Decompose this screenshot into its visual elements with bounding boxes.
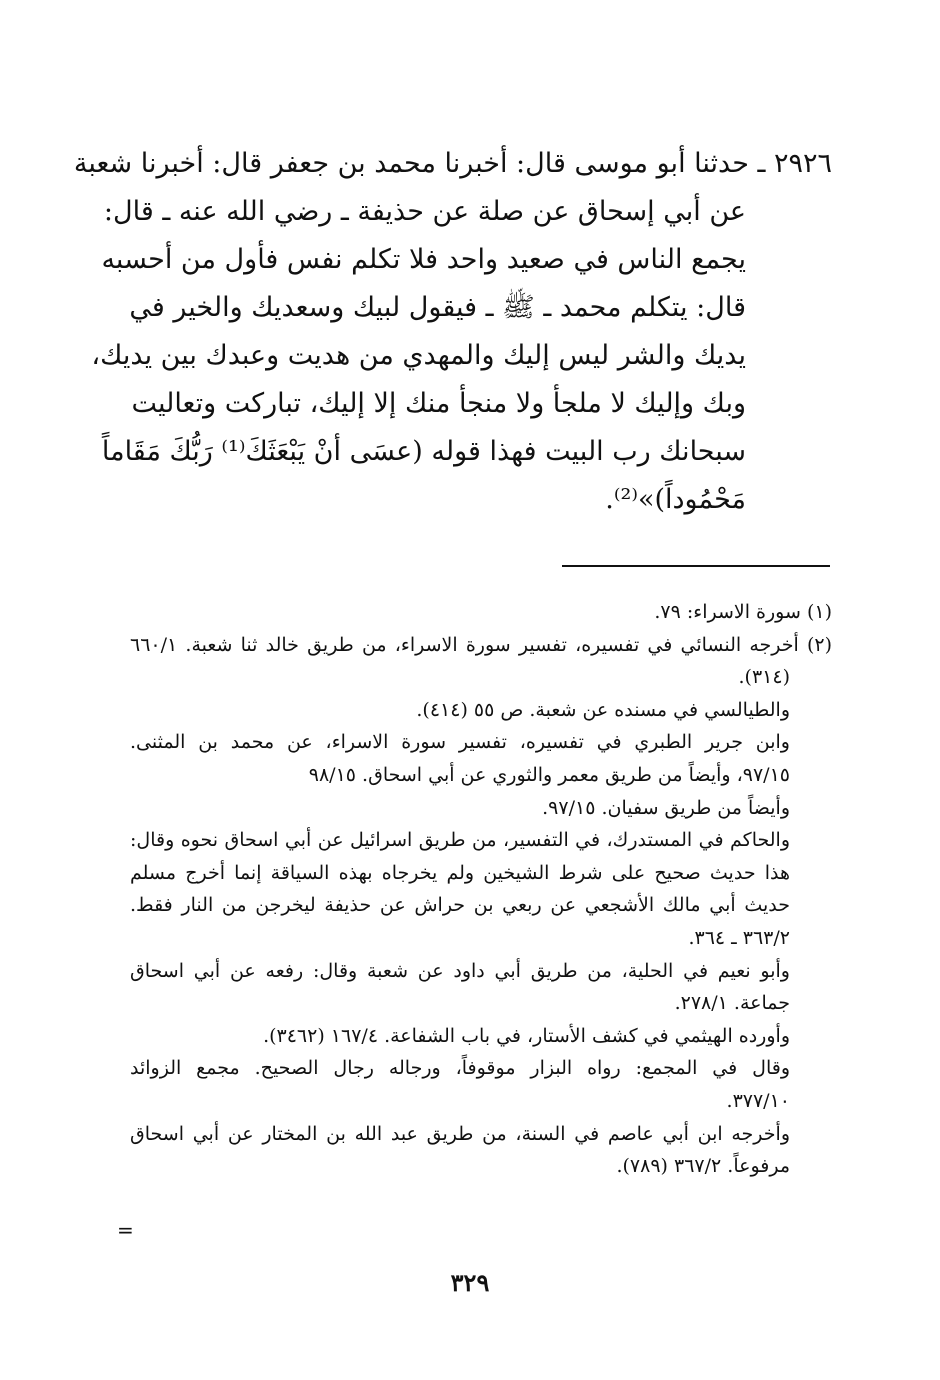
hadith-text <box>73 140 832 524</box>
hadith-line-4: قال: يتكلم محمد ـ ﷺ ـ فيقول لبيك وسعديك والخير في <box>129 292 746 323</box>
footnote-line: والحاكم في المستدرك، في التفسير، من طريق اسرائيل عن أبي اسحاق نحوه وقال: <box>130 829 790 852</box>
hadith-line-6: وبك وإليك لا ملجأ ولا منجأ منك إلا إليك، تباركت وتعاليت <box>131 388 746 419</box>
footnote-line: ٣٧٧/١٠. <box>726 1089 790 1112</box>
footnote-line: والطيالسي في مسنده عن شعبة. ص ٥٥ (٤١٤). <box>416 698 790 721</box>
footnotes <box>130 596 832 1183</box>
footnote-line: (٣١٤). <box>738 666 790 689</box>
hadith-line-1: ٢٩٢٦ ـ حدثنا أبو موسى قال: أخبرنا محمد بن جعفر قال: أخبرنا شعبة <box>73 148 832 179</box>
page-number: ٣٢٩ <box>450 1268 490 1297</box>
footnote-line: هذا حديث صحيح على شرط الشيخين ولم يخرجاه بهذه السياقة إنما أخرج مسلم <box>130 861 790 884</box>
footnote-line: ٩٧/١٥، وأيضاً من طريق معمر والثوري عن أبي اسحاق. ٩٨/١٥ <box>308 763 790 786</box>
footnote-line: ٣٦٣/٢ ـ ٣٦٤. <box>688 926 790 949</box>
footnote-line: (٢) أخرجه النسائي في تفسيره، تفسير سورة الاسراء، من طريق خالد ثنا شعبة. ٦٦٠/١ <box>130 633 832 656</box>
hadith-line-8: مَحْمُوداً)»⁽²⁾. <box>605 484 746 515</box>
footnote-line: وقال في المجمع: رواه البزار موقوفاً، ورجاله رجال الصحيح. مجمع الزوائد <box>130 1057 790 1080</box>
footnote-line: وأخرجه ابن أبي عاصم في السنة، من طريق عبد الله بن المختار عن أبي اسحاق <box>130 1122 790 1145</box>
footnote-separator <box>562 565 830 567</box>
hadith-line-5: يديك والشر ليس إليك والمهدي من هديت وعبدك بين يديك، <box>91 340 746 371</box>
continuation-mark: = <box>117 1218 134 1242</box>
hadith-line-7: سبحانك رب البيت فهذا قوله (عسَى أنْ يَبْعَثَكَ⁽¹⁾ رَبُّكَ مَقَاماً <box>101 436 746 467</box>
hadith-line-2: عن أبي إسحاق عن صلة عن حذيفة ـ رضي الله عنه ـ قال: <box>103 196 746 227</box>
footnote-line: (١) سورة الاسراء: ٧٩. <box>654 601 832 623</box>
footnote-line: وأورده الهيثمي في كشف الأستار، في باب الشفاعة. ١٦٧/٤ (٣٤٦٢). <box>263 1024 790 1047</box>
footnote-line: وأيضاً من طريق سفيان. ٩٧/١٥. <box>542 796 790 819</box>
footnote-line: وابن جرير الطبري في تفسيره، تفسير سورة الاسراء، عن محمد بن المثنى. <box>130 731 790 754</box>
footnote-line: حديث أبي مالك الأشجعي عن ربعي بن حراش عن حذيفة ليخرجن من النار فقط. <box>130 894 790 917</box>
footnote-line: مرفوعاً. ٣٦٧/٢ (٧٨٩). <box>616 1155 790 1178</box>
footnote-line: وأبو نعيم في الحلية، من طريق أبي داود عن شعبة وقال: رفعه عن أبي اسحاق <box>130 959 790 982</box>
footnote-line: جماعة. ٢٧٨/١. <box>674 992 790 1015</box>
hadith-line-3: يجمع الناس في صعيد واحد فلا تكلم نفس فأول من أحسبه <box>101 244 746 275</box>
